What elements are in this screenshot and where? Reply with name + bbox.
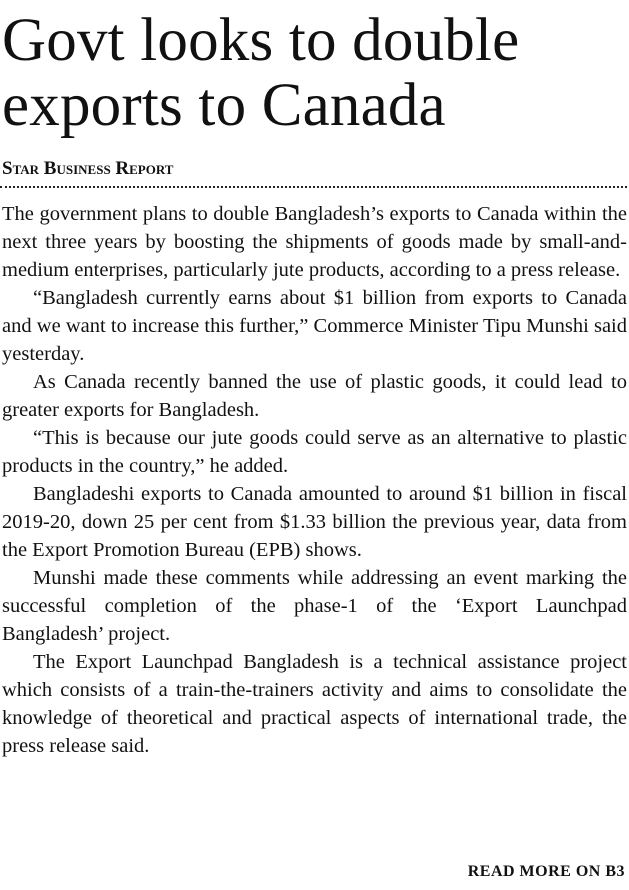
headline: Govt looks to double exports to Canada — [2, 7, 520, 139]
paragraph: “Bangladesh currently earns about $1 billion from exports to Canada and we want to increase this further,” Commerce Minister Tipu Munshi said yesterday. — [2, 287, 627, 365]
paragraph: Munshi made these comments while addressing an event marking the successful completion of the phase-1 of the ‘Export Launchpad Bangladesh’ project. — [2, 567, 627, 645]
paragraph: The Export Launchpad Bangladesh is a technical assistance project which consists of a train-the-trainers activity and aims to consolidate the knowledge of theoretical and practical aspects of international trade, the press release said. — [2, 651, 627, 757]
article-body — [0, 200, 629, 760]
read-more-link[interactable]: READ MORE ON B3 — [467, 863, 625, 880]
byline: Star Business Report — [2, 158, 174, 179]
paragraph: Bangladeshi exports to Canada amounted to around $1 billion in fiscal 2019-20, down 25 per cent from $1.33 billion the previous year, data from the Export Promotion Bureau (EPB) shows. — [2, 483, 627, 561]
paragraph: “This is because our jute goods could serve as an alternative to plastic products in the country,” he added. — [2, 427, 627, 477]
paragraph: The government plans to double Bangladesh’s exports to Canada within the next three years by boosting the shipments of goods made by small-and-medium enterprises, particularly jute products, according to a press release. — [2, 203, 627, 281]
dotted-divider — [0, 186, 627, 188]
paragraph: As Canada recently banned the use of plastic goods, it could lead to greater exports for Bangladesh. — [2, 371, 627, 421]
